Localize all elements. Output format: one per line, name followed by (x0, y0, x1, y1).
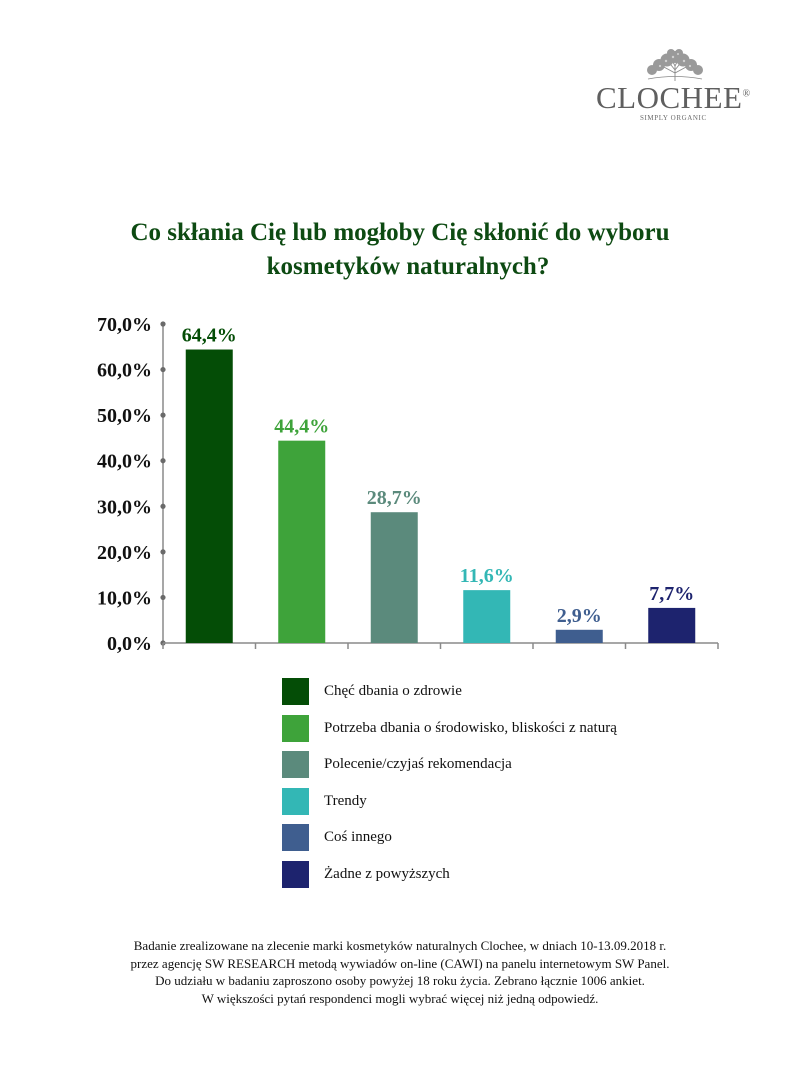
legend-label: Chęć dbania o zdrowie (324, 683, 462, 699)
legend-swatch (282, 861, 309, 888)
data-label-1: 64,4% (181, 324, 237, 347)
survey-footnote (0, 937, 800, 1007)
bar-5 (556, 630, 603, 643)
y-tick-label: 40,0% (97, 450, 152, 473)
y-tick-mark (160, 367, 165, 372)
legend-label: Coś innego (324, 829, 392, 846)
data-label-2: 44,4% (274, 415, 330, 438)
y-tick-label: 50,0% (97, 405, 152, 428)
brand-name: CLOCHEE (596, 80, 743, 115)
data-label-6: 7,7% (649, 582, 695, 605)
bar-4 (463, 590, 510, 643)
footnote-line-2: przez agencję SW RESEARCH metodą wywiadów on-line (CAWI) na panelu internetowym SW Panel. (130, 955, 670, 971)
y-tick-label: 20,0% (97, 541, 152, 564)
legend-swatch (282, 824, 309, 851)
chart-title-line-2: kosmetyków naturalnych? (266, 253, 550, 280)
legend-label: Potrzeba dbania o środowisko, bliskości z naturą (324, 719, 617, 736)
y-tick-mark (160, 549, 165, 554)
legend-label: Polecenie/czyjaś rekomendacja (324, 756, 512, 773)
y-tick-mark (160, 504, 165, 509)
y-tick-label: 0,0% (107, 633, 152, 655)
y-tick-mark (160, 413, 165, 418)
bar-3 (371, 512, 418, 643)
bar-2 (278, 441, 325, 643)
bar-6 (648, 608, 695, 643)
data-label-3: 28,7% (366, 487, 422, 510)
registered-mark: ® (742, 88, 751, 100)
footnote-line-3: Do udziału w badaniu zaproszono osoby powyżej 18 roku życia. Zebrano łącznie 1006 ankiet. (155, 973, 645, 988)
legend-label: Żadne z powyższych (324, 865, 450, 882)
y-tick-label: 60,0% (97, 359, 152, 382)
y-tick-label: 70,0% (97, 314, 152, 336)
footnote-line-4: W większości pytań respondenci mogli wybrać więcej niż jedną odpowiedź. (201, 990, 599, 1006)
chart-title-line-1: Co skłania Cię lub mogłoby Cię skłonić do wyboru (130, 219, 670, 246)
y-tick-label: 30,0% (97, 496, 152, 519)
data-label-5: 2,9% (556, 604, 602, 627)
bar-1 (186, 350, 233, 643)
y-tick-label: 10,0% (97, 587, 152, 610)
y-tick-mark (160, 595, 165, 600)
legend-swatch (282, 788, 309, 815)
legend-swatch (282, 678, 309, 705)
legend-label: Trendy (324, 792, 367, 809)
y-tick-mark (160, 458, 165, 463)
footnote-line-1: Badanie zrealizowane na zlecenie marki kosmetyków naturalnych Clochee, w dniach 10-13.09.2018 r. (133, 938, 667, 953)
legend-swatch (282, 715, 309, 742)
y-tick-mark (160, 321, 165, 326)
data-label-4: 11,6% (459, 565, 514, 588)
legend-swatch (282, 751, 309, 778)
brand-tagline: SIMPLY ORGANIC (640, 114, 707, 122)
